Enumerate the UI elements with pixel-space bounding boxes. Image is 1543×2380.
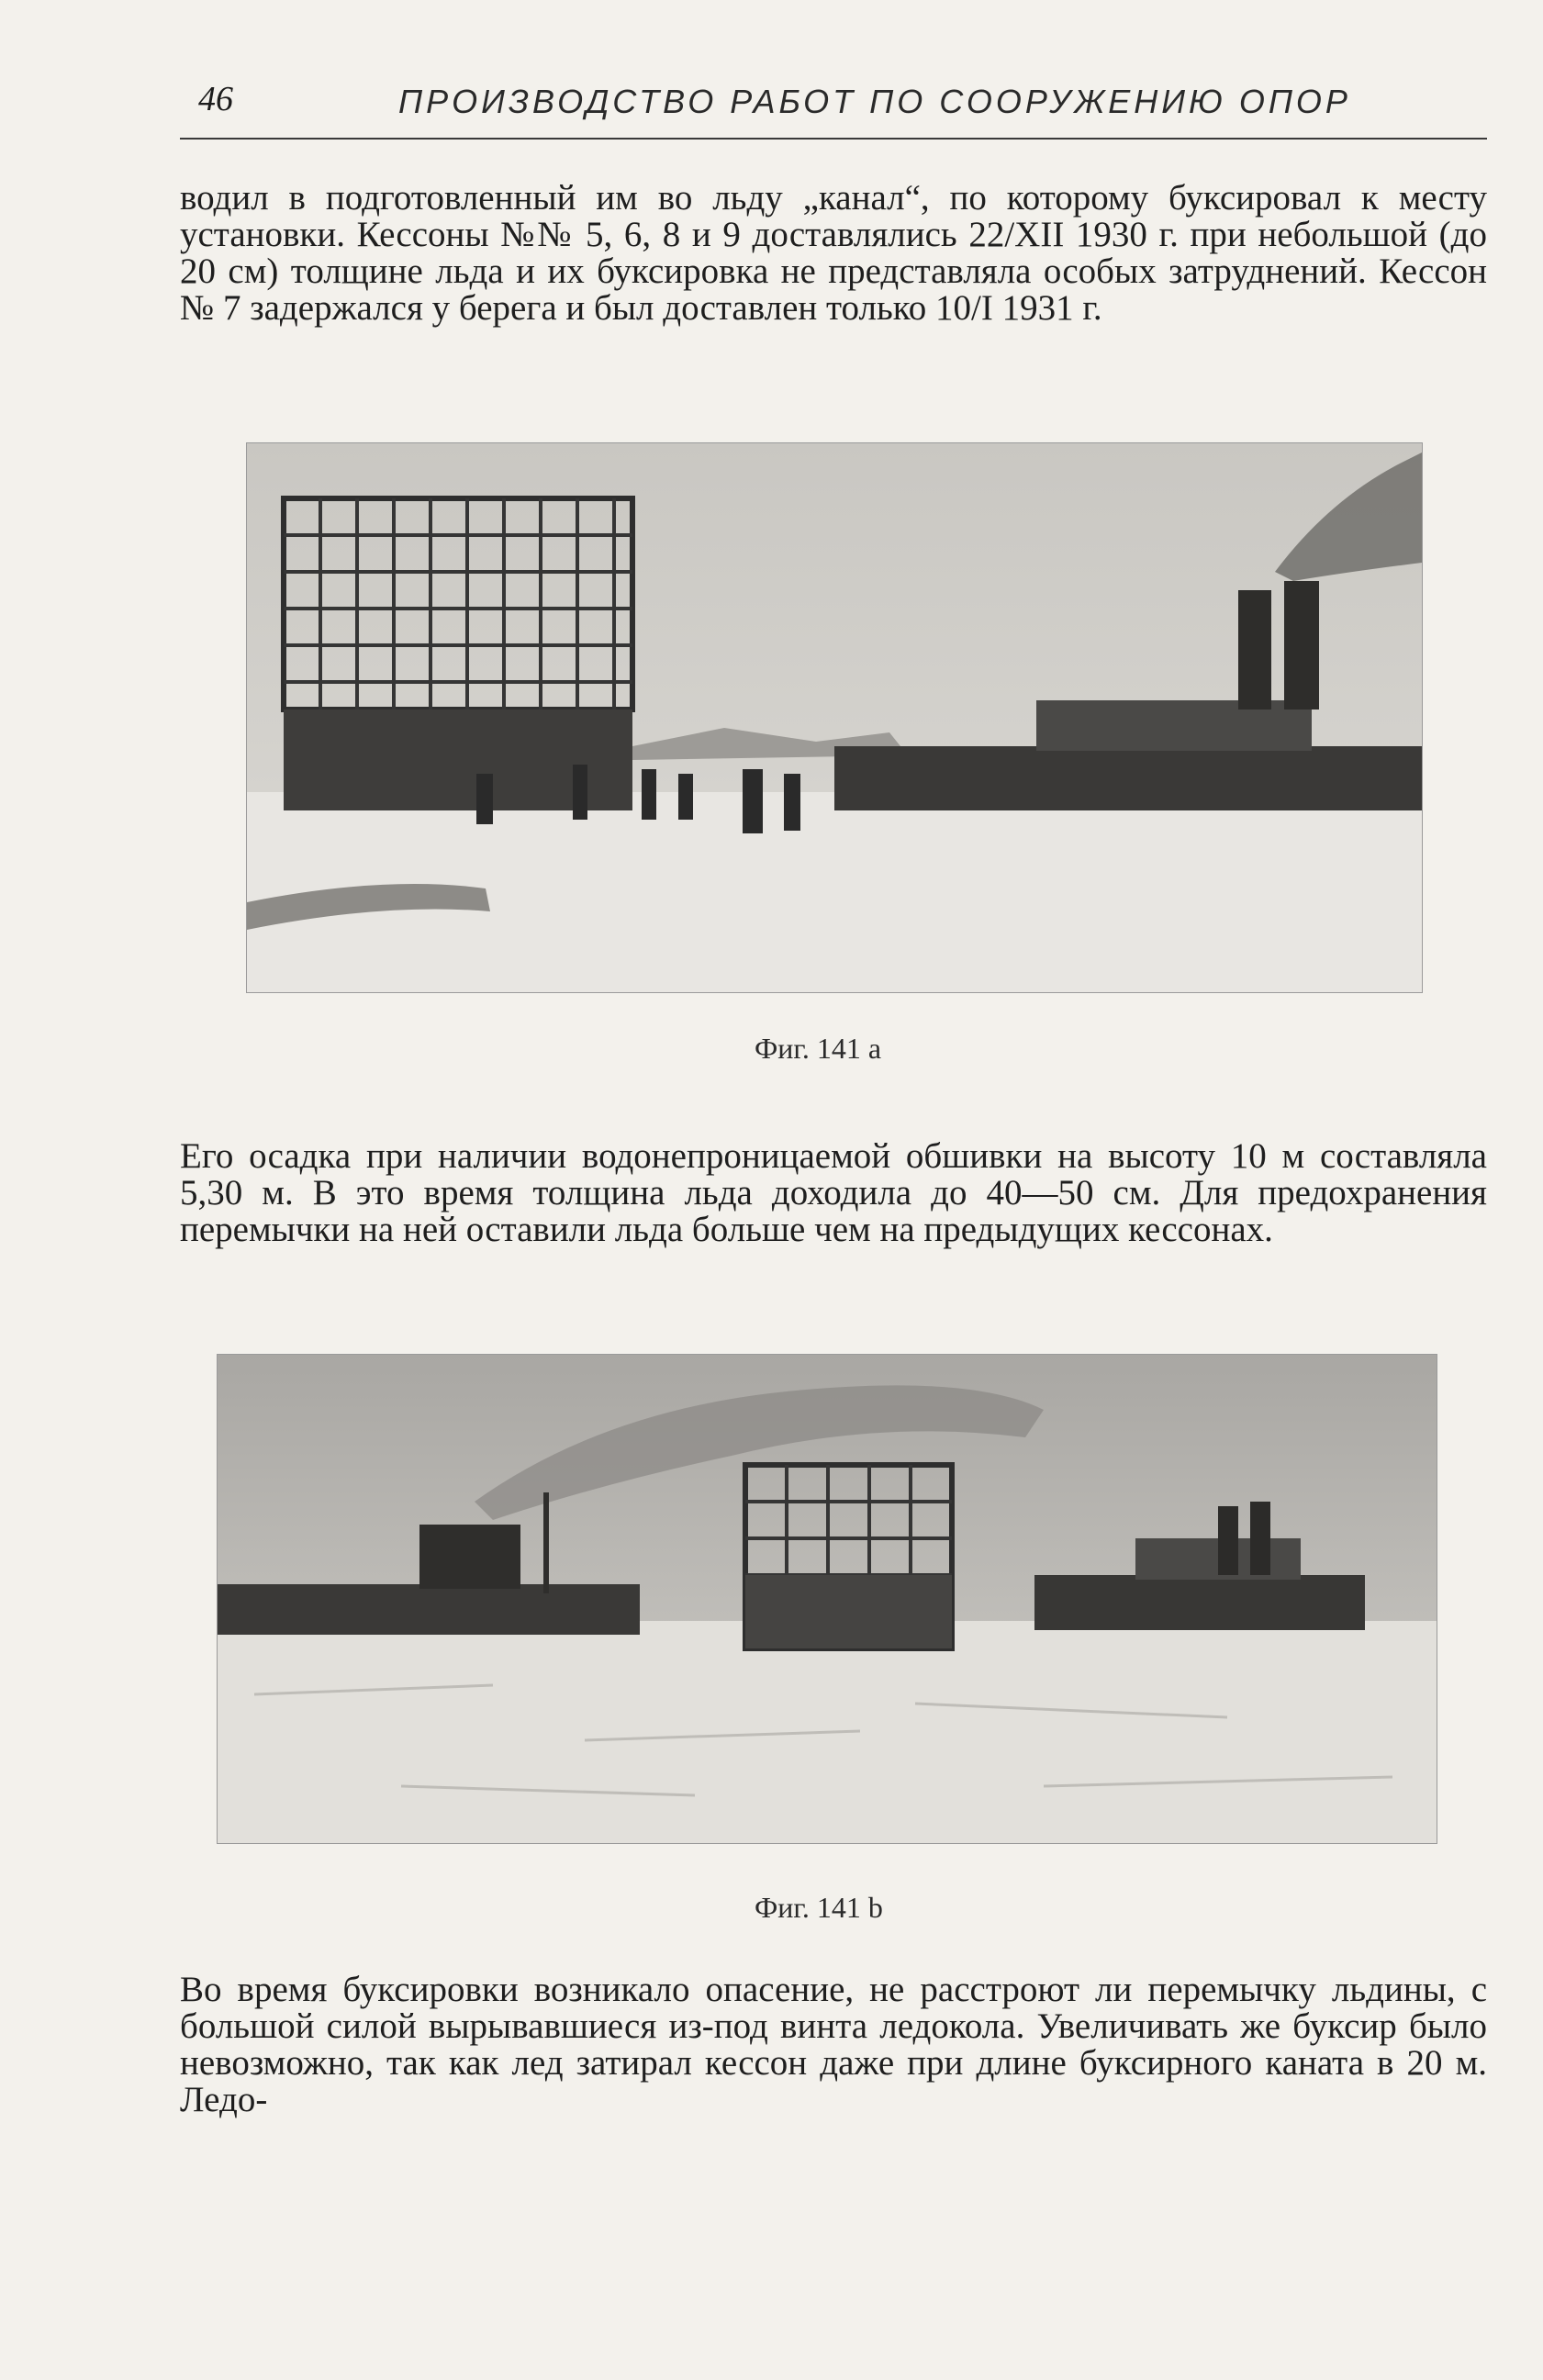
figure-141a-caption: Фиг. 141 а [755,1032,882,1065]
paragraph-3: Во время буксировки возникало опасение, не расстроют ли перемычку льдины, с большой силой вырывавшиеся из-под винта ледокола. Увеличивать же буксир было невозможно, так как лед затирал кессон даже при длине буксирного каната в 20 м. Ледо- [180,1970,1487,2119]
figure-141b-photo [217,1354,1437,1844]
page-header [180,73,1487,140]
page-number: 46 [198,80,233,118]
caisson-towing-photo [218,1355,1437,1843]
figure-141b-caption: Фиг. 141 b [755,1891,883,1924]
figure-141a-photo [246,442,1423,993]
caisson-icebreaker-photo [247,443,1422,992]
paragraph-1: водил в подготовленный им во льду „канал“, по которому буксировал к месту установки. Кессоны №№ 5, 6, 8 и 9 доставлялись 22/XII 1930 г. при небольшой (до 20 см) толщине льда и их буксировка не представляла особых затруднений. Кессон № 7 задержался у берега и был доставлен только 10/I 1931 г. [180,178,1487,328]
running-title: ПРОИЗВОДСТВО РАБОТ ПО СООРУЖЕНИЮ ОПОР [398,83,1351,120]
paragraph-2: Его осадка при наличии водонепроницаемой обшивки на высоту 10 м составляла 5,30 м. В это время толщина льда доходила до 40—50 см. Для предохранения перемычки на ней оставили льда больше чем на предыдущих кессонах. [180,1136,1487,1249]
